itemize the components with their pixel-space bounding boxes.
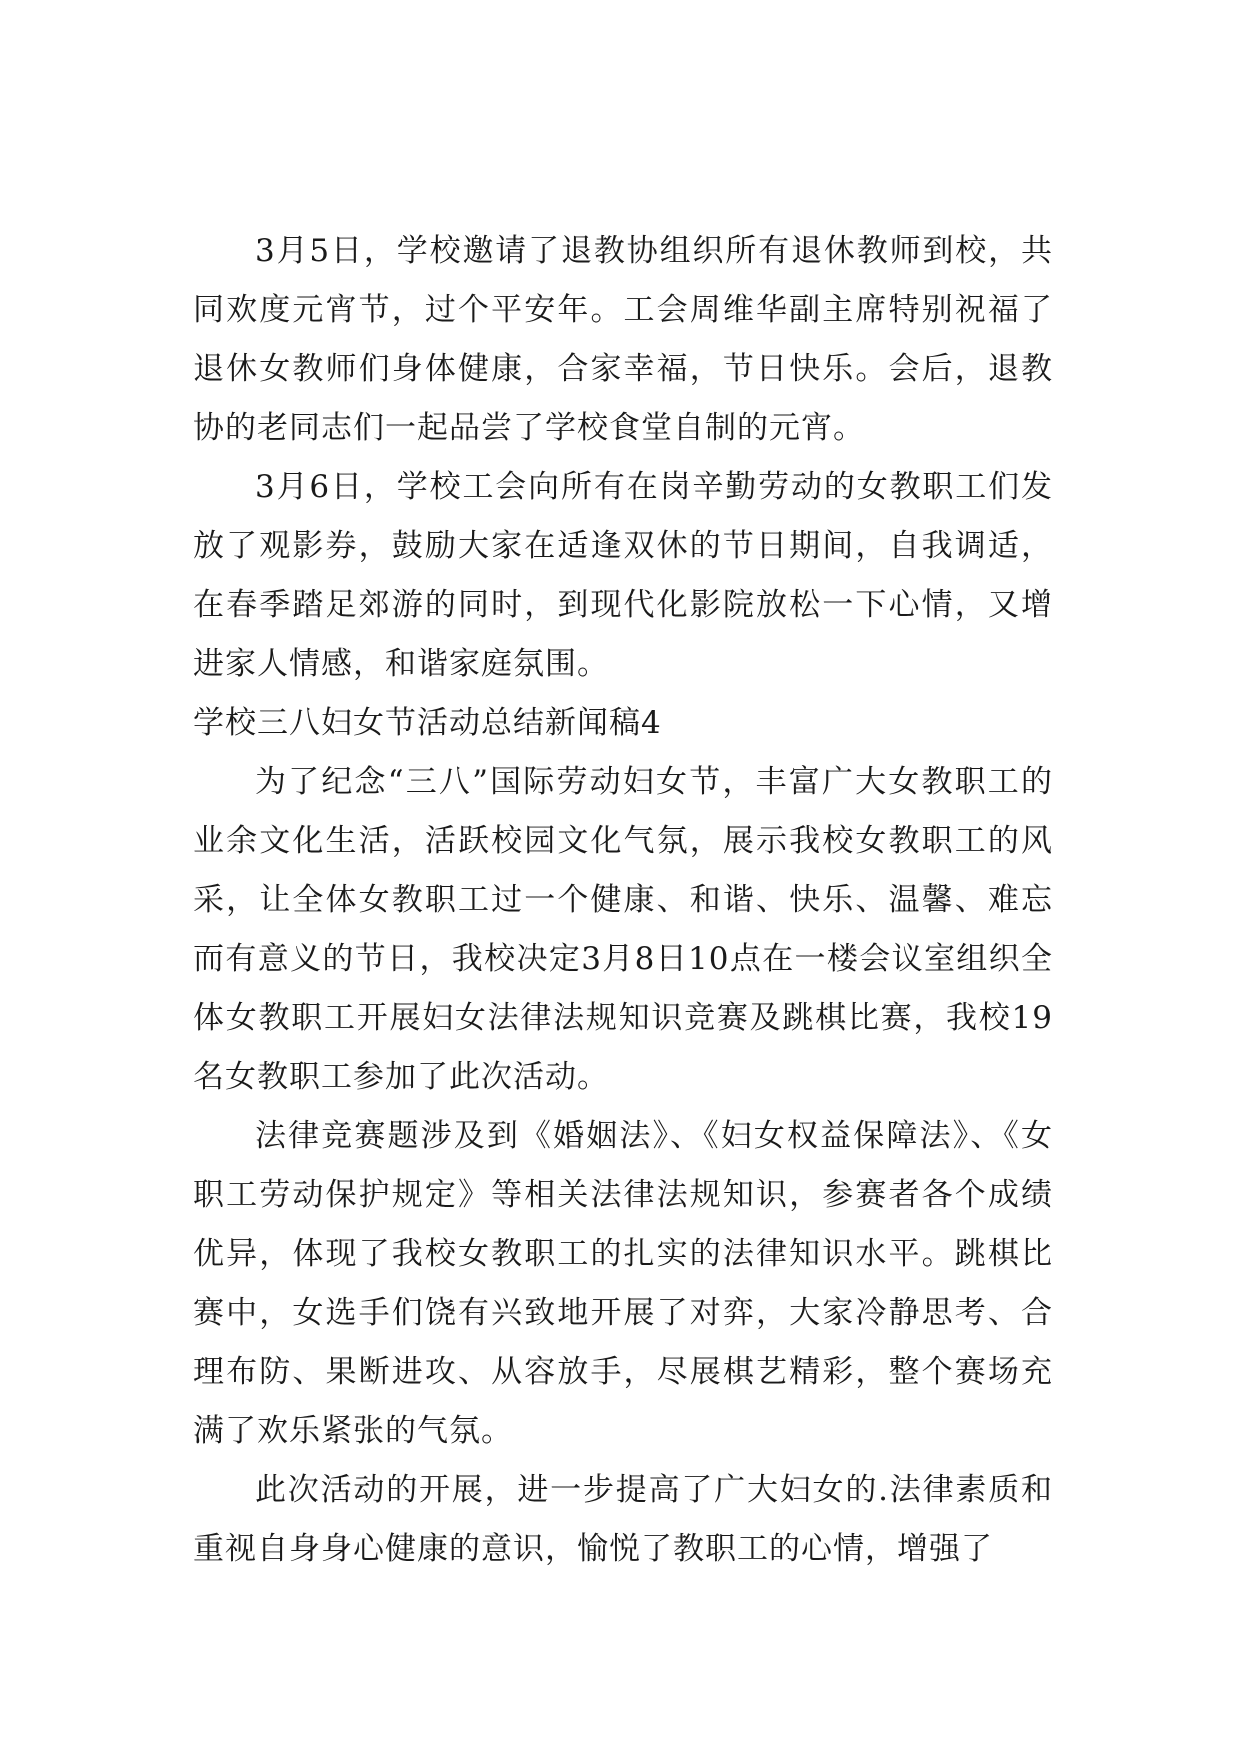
paragraph-womens-day-event: 为了纪念“三八”国际劳动妇女节，丰富广大女教职工的业余文化生活，活跃校园文化气氛，展示我校女教职工的风采，让全体女教职工过一个健康、和谐、快乐、温馨、难忘而有意义的节日，我校决定3月8日10点在一楼会议室组织全体女教职工开展妇女法律法规知识竞赛及跳棋比赛，我校19名女教职工参加了此次活动。 [193,764,1053,1095]
paragraph-movie-tickets: 3月6日，学校工会向所有在岗辛勤劳动的女教职工们发放了观影券，鼓励大家在适逢双休的节日期间，自我调适，在春季踏足郊游的同时，到现代化影院放松一下心情，又增进家人情感，和谐家庭氛围。 [193,469,1053,682]
paragraph-activity-outcome: 此次活动的开展，进一步提高了广大妇女的.法律素质和重视自身身心健康的意识，愉悦了教职工的心情，增强了 [193,1472,1053,1567]
paragraph-lantern-festival: 3月5日，学校邀请了退教协组织所有退休教师到校，共同欢度元宵节，过个平安年。工会周维华副主席特别祝福了退休女教师们身体健康，合家幸福，节日快乐。会后，退教协的老同志们一起品尝了学校食堂自制的元宵。 [193,233,1053,446]
document-body [193,222,1053,1579]
paragraph-law-contest: 法律竞赛题涉及到《婚姻法》、《妇女权益保障法》、《女职工劳动保护规定》等相关法律法规知识，参赛者各个成绩优异，体现了我校女教职工的扎实的法律知识水平。跳棋比赛中，女选手们饶有兴致地开展了对弈，大家冷静思考、合理布防、果断进攻、从容放手，尽展棋艺精彩，整个赛场充满了欢乐紧张的气氛。 [193,1118,1053,1449]
section-heading: 学校三八妇女节活动总结新闻稿4 [193,705,662,741]
